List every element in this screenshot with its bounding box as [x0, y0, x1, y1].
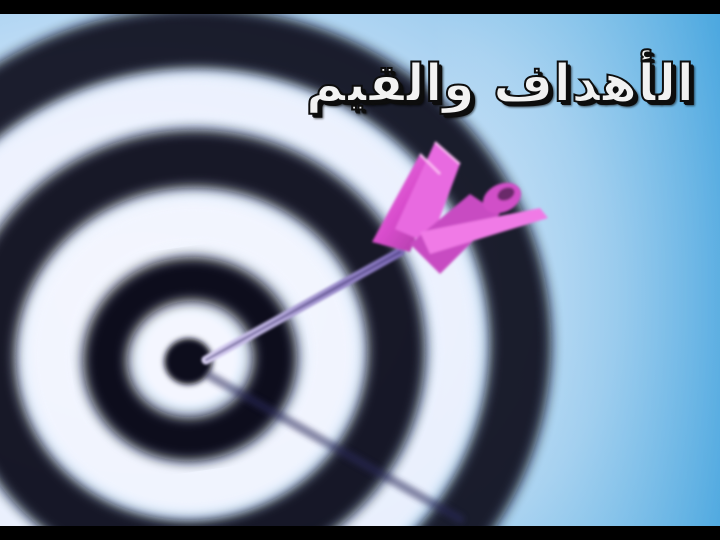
slide-title: الأهداف والقيم — [305, 54, 695, 114]
target-scene — [0, 14, 720, 526]
